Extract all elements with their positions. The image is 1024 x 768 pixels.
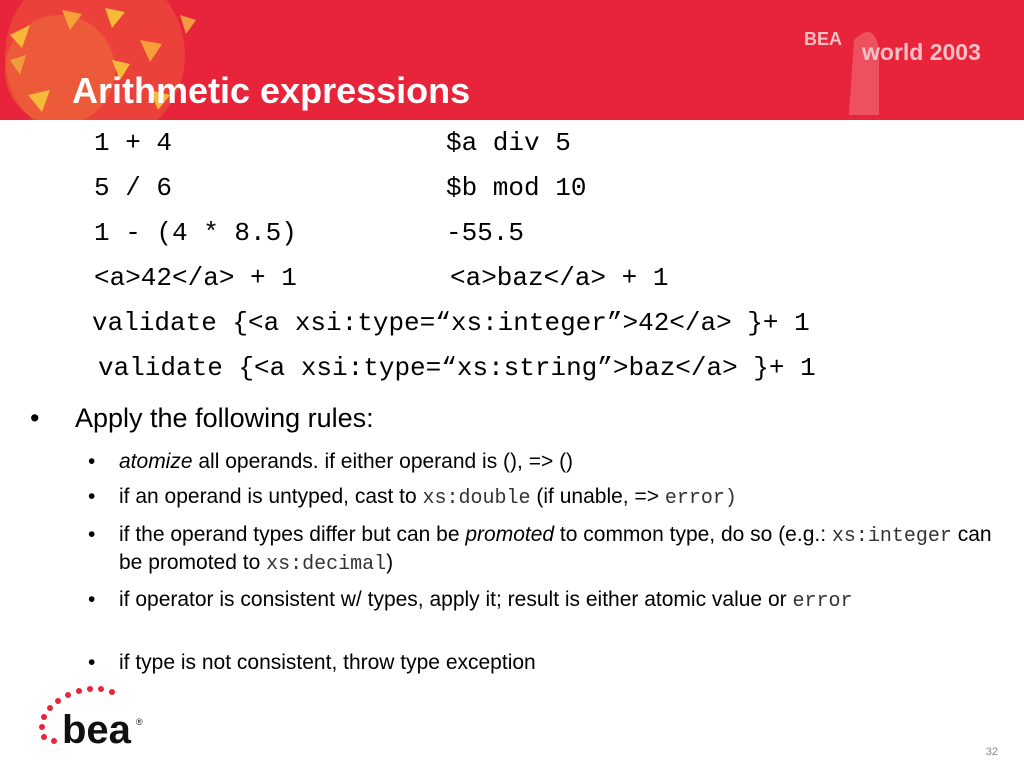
- code-expr-3a: 1 - (4 * 8.5): [94, 218, 297, 248]
- code-expr-3b: -55.5: [446, 218, 525, 248]
- sub-bullet-5-text: if type is not consistent, throw type exception: [119, 651, 536, 674]
- bullet-dot: •: [88, 588, 96, 611]
- bea-logo-graphic: [34, 683, 154, 749]
- code-expr-1b: $a div 5: [446, 128, 571, 158]
- sub-bullet-4: [88, 587, 998, 615]
- code-expr-2b: $b mod 10: [446, 173, 587, 203]
- text: if an operand is untyped, cast to: [119, 485, 423, 508]
- sub-bullet-5: [88, 650, 998, 676]
- text: ): [386, 551, 394, 574]
- svg-text:®: ®: [136, 717, 143, 727]
- code-expr-4a: <a>42</a> + 1: [94, 263, 297, 293]
- sub-bullet-4-text: [119, 587, 998, 615]
- code-expr-4b: <a>baz</a> + 1: [450, 263, 669, 293]
- svg-text:world 2003: world 2003: [862, 39, 981, 65]
- text: to common type, do so (e.g.:: [554, 523, 832, 546]
- sub-bullet-2: [88, 484, 998, 512]
- sub-bullet-3: [88, 522, 998, 578]
- sub-bullet-2-text: [119, 484, 998, 512]
- page-title: Arithmetic expressions: [72, 70, 471, 111]
- conference-logo: [784, 0, 1024, 120]
- code-term: xs:integer: [831, 525, 952, 548]
- text: if the operand types differ but can be: [119, 523, 466, 546]
- text: if operator is consistent w/ types, apply it; result is either atomic value or: [119, 588, 793, 611]
- code-term: xs:decimal: [266, 553, 387, 576]
- sub-bullet-3-text: [119, 522, 998, 578]
- text: all operands. if either operand is (), => (): [192, 450, 574, 473]
- sub-bullet-1-text: [119, 449, 998, 475]
- bullet-dot: •: [88, 485, 96, 508]
- bea-logo: [34, 683, 154, 754]
- code-expr-6: validate {<a xsi:type=“xs:string”>baz</a> }+ 1: [98, 353, 816, 383]
- code-expr-2a: 5 / 6: [94, 173, 173, 203]
- code-term: xs:double: [422, 487, 531, 510]
- code-expr-1a: 1 + 4: [94, 128, 173, 158]
- svg-text:BEA: BEA: [804, 29, 843, 49]
- eworld-logo-graphic: [784, 0, 1024, 120]
- text: can be promoted to: [119, 523, 992, 574]
- sub-bullet-1: [88, 449, 998, 475]
- bullet-dot: •: [88, 450, 96, 473]
- bullet-dot: •: [30, 403, 40, 433]
- bullet-dot: •: [88, 651, 96, 674]
- emphasis: atomize: [119, 450, 193, 473]
- page-number: 32: [985, 746, 998, 758]
- svg-text:bea: bea: [62, 708, 131, 749]
- main-bullet: [30, 403, 374, 434]
- code-expr-5: validate {<a xsi:type=“xs:integer”>42</a> }+ 1: [92, 308, 810, 338]
- main-bullet-text: Apply the following rules:: [75, 403, 374, 433]
- code-term: error): [664, 487, 737, 510]
- emphasis: promoted: [465, 523, 555, 546]
- text: (if unable, =>: [530, 485, 665, 508]
- bullet-dot: •: [88, 523, 96, 546]
- code-term: error: [792, 590, 853, 613]
